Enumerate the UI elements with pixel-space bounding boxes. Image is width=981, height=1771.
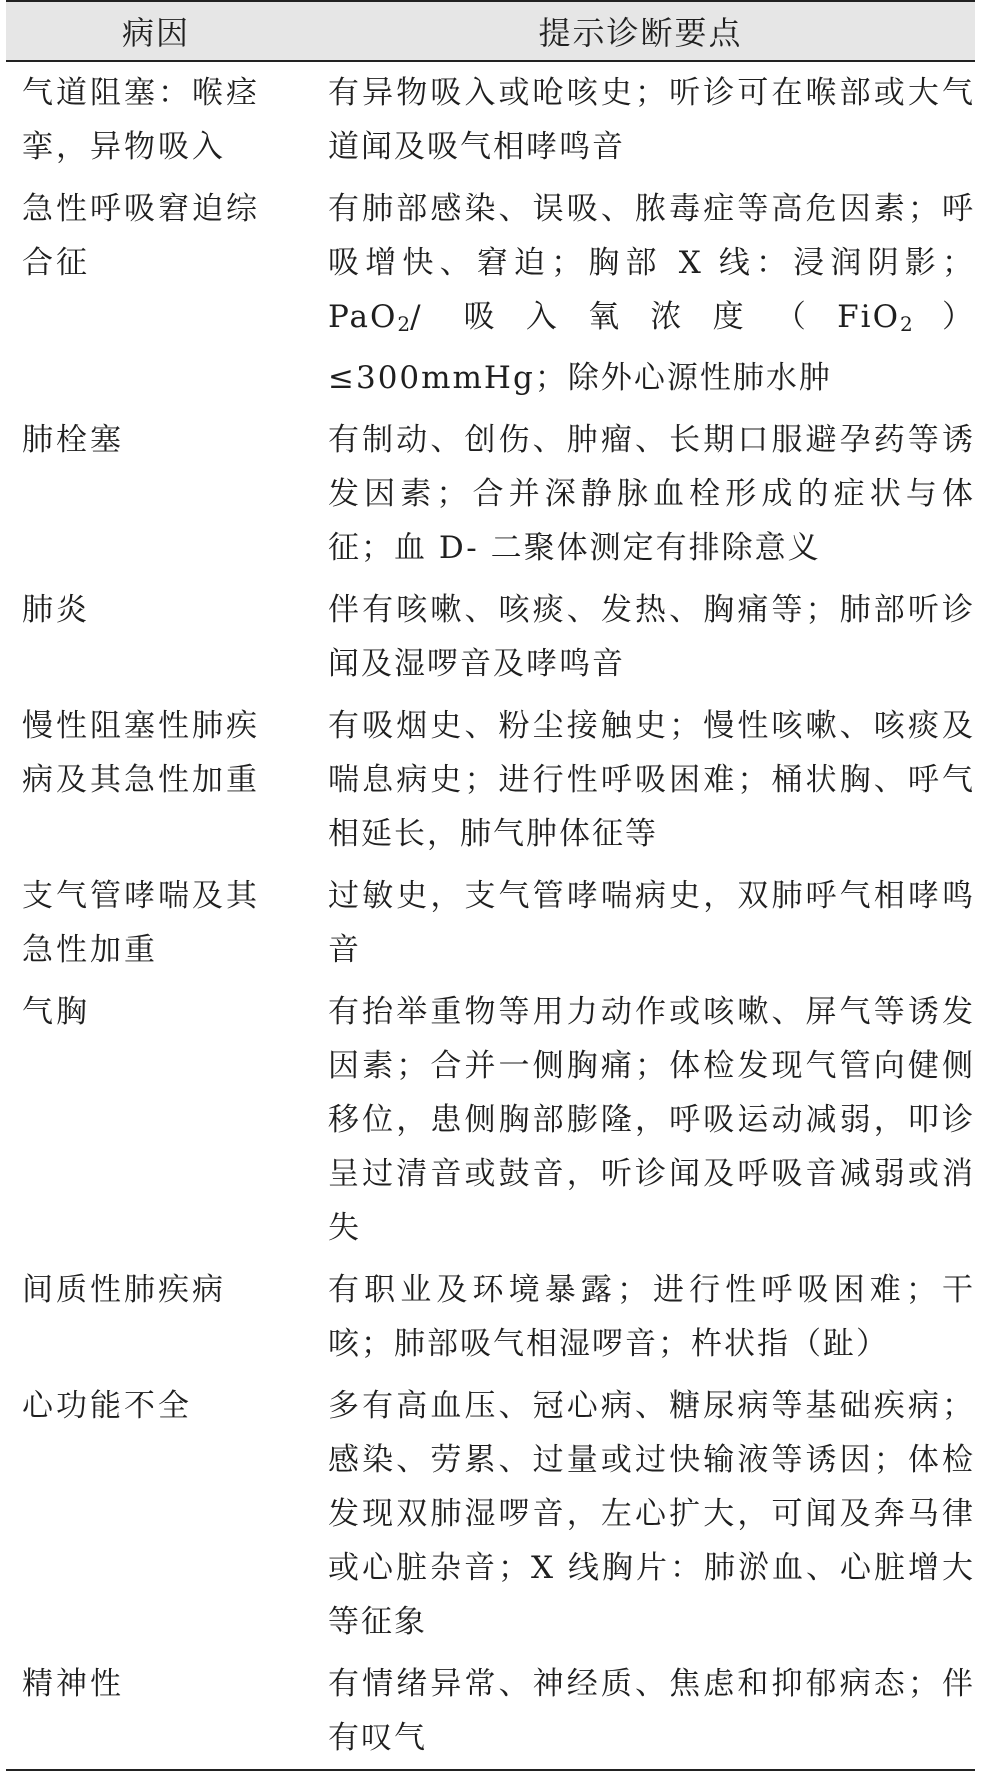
points-cell: 有抬举重物等用力动作或咳嗽、屏气等诱发因素；合并一侧胸痛；体检发现气管向健侧移位，患侧胸部膨隆，呼吸运动减弱，叩诊呈过清音或鼓音，听诊闻及呼吸音减弱或消失	[328, 994, 975, 1246]
table-row	[6, 61, 975, 178]
table-row	[6, 178, 975, 409]
points-cell: 多有高血压、冠心病、糖尿病等基础疾病；感染、劳累、过量或过快输液等诱因；体检发现双肺湿啰音，左心扩大，可闻及奔马律或心脏杂音；X 线胸片：肺淤血、心脏增大等征象	[328, 1388, 975, 1640]
table-row	[6, 695, 975, 865]
table-row	[6, 1375, 975, 1653]
points-cell: 伴有咳嗽、咳痰、发热、胸痛等；肺部听诊闻及湿啰音及哮鸣音	[328, 592, 975, 682]
points-cell: 有职业及环境暴露；进行性呼吸困难；干咳；肺部吸气相湿啰音；杵状指（趾）	[328, 1272, 975, 1362]
table-header	[6, 1, 975, 61]
table-row	[6, 409, 975, 579]
table-row	[6, 865, 975, 981]
cause-cell: 肺炎	[22, 592, 90, 628]
points-cell: 有制动、创伤、肿瘤、长期口服避孕药等诱发因素；合并深静脉血栓形成的症状与体征；血 D- 二聚体测定有排除意义	[328, 422, 975, 566]
cause-cell: 间质性肺疾病	[22, 1272, 226, 1308]
header-cause: 病因	[6, 1, 306, 61]
cause-cell: 急性呼吸窘迫综合征	[22, 191, 260, 281]
cause-cell: 心功能不全	[22, 1388, 192, 1424]
header-row	[6, 1, 975, 61]
cause-cell: 气胸	[22, 994, 90, 1030]
header-diagnostic-points: 提示诊断要点	[306, 1, 975, 61]
table-row	[6, 981, 975, 1259]
cause-cell: 肺栓塞	[22, 422, 124, 458]
subscript-text: 2	[900, 312, 913, 336]
points-cell: 有吸烟史、粉尘接触史；慢性咳嗽、咳痰及喘息病史；进行性呼吸困难；桶状胸、呼气相延长，肺气肿体征等	[328, 708, 975, 852]
dyspnea-differential-diagnosis-table	[6, 0, 975, 1771]
cause-cell: 支气管哮喘及其急性加重	[22, 878, 260, 968]
table-body	[6, 61, 975, 1770]
table-row	[6, 1653, 975, 1770]
table-row	[6, 1259, 975, 1375]
points-cell: 有情绪异常、神经质、焦虑和抑郁病态；伴有叹气	[306, 1653, 975, 1770]
points-text: 有肺部感染、误吸、脓毒症等高危因素；呼吸增快、窘迫；胸部 X 线：浸润阴影；PaO	[328, 191, 975, 335]
cause-cell: 气道阻塞：喉痉挛，异物吸入	[22, 75, 260, 165]
points-cell: 过敏史，支气管哮喘病史，双肺呼气相哮鸣音	[328, 878, 975, 968]
cause-cell: 慢性阻塞性肺疾病及其急性加重	[22, 708, 260, 798]
table-row	[6, 579, 975, 695]
points-cell	[306, 178, 975, 409]
points-text: / 吸入氧浓度（FiO	[410, 299, 901, 335]
points-cell: 有异物吸入或呛咳史；听诊可在喉部或大气道闻及吸气相哮鸣音	[328, 75, 975, 165]
points-text: ）≤300mmHg；除外心源性肺水肿	[328, 299, 976, 396]
subscript-text: 2	[397, 312, 411, 336]
diagnosis-table-container	[6, 0, 975, 1771]
cause-cell: 精神性	[6, 1653, 306, 1770]
